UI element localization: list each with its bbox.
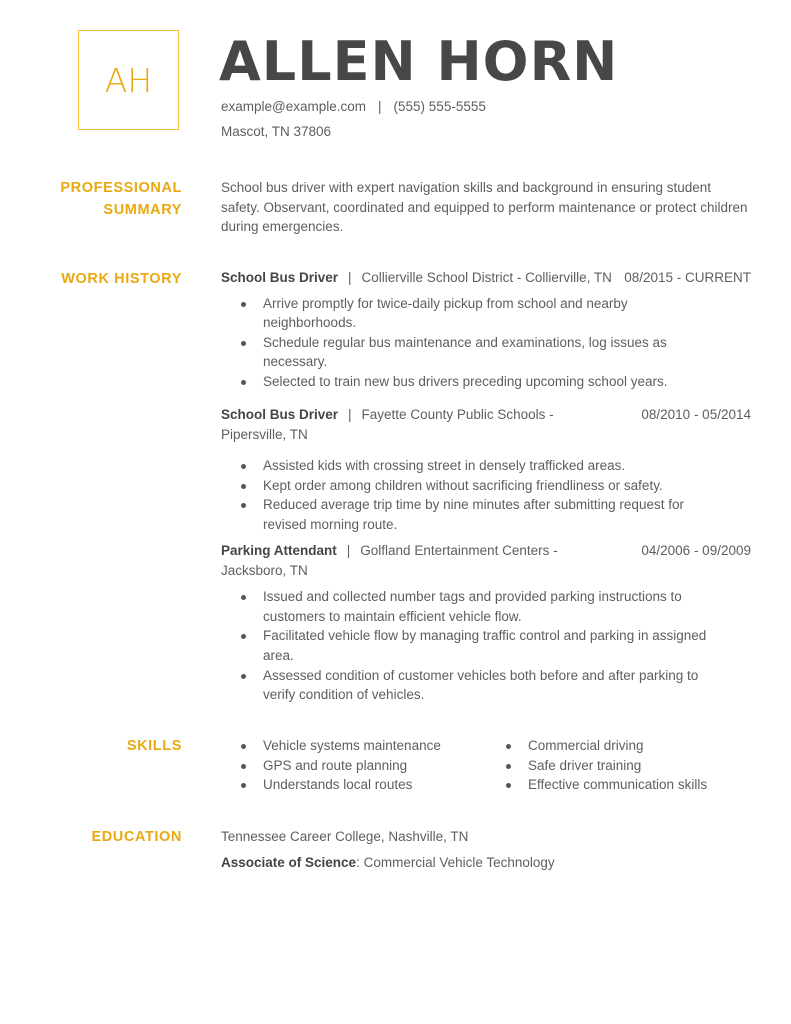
skills-column-2 — [486, 736, 751, 795]
job-header — [221, 405, 751, 444]
skill-item: Vehicle systems maintenance — [221, 736, 486, 756]
job-bullets — [221, 294, 751, 392]
job-employer: Fayette County Public Schools - Pipersville, TN — [221, 407, 554, 442]
section-title-education: EDUCATION — [91, 829, 182, 845]
job-entry — [221, 405, 751, 535]
job-entry — [221, 268, 751, 392]
job-title: School Bus Driver — [221, 270, 339, 285]
job-bullet: Selected to train new bus drivers preceding upcoming school years. — [221, 372, 713, 392]
job-employer: Golfland Entertainment Centers - Jacksboro, TN — [221, 543, 558, 578]
education-degree: Associate of Science — [221, 854, 357, 870]
job-bullets — [221, 456, 751, 534]
skill-item: Effective communication skills — [486, 775, 751, 795]
skill-item: Safe driver training — [486, 756, 751, 776]
job-separator: | — [348, 407, 352, 422]
email: example@example.com — [221, 99, 367, 114]
job-bullet: Assessed condition of customer vehicles both before and after parking to verify condition of vehicles. — [221, 666, 713, 705]
skills-list — [221, 736, 751, 795]
section-title-work-history: WORK HISTORY — [61, 271, 182, 287]
job-bullet: Assisted kids with crossing street in densely trafficked areas. — [221, 456, 713, 476]
job-separator: | — [346, 543, 351, 558]
education-school: Tennessee Career College, Nashville, TN — [221, 829, 469, 844]
contact-separator: | — [378, 99, 382, 114]
job-employer: Collierville School District - Collierville, TN — [361, 270, 612, 285]
job-bullet: Reduced average trip time by nine minutes after submitting request for revised morning route. — [221, 495, 713, 534]
monogram-initials: AH — [104, 60, 153, 100]
skills-column-1 — [221, 736, 486, 795]
job-dates: 08/2015 - CURRENT — [616, 268, 751, 288]
job-header — [221, 541, 751, 580]
job-bullet: Facilitated vehicle flow by managing traffic control and parking in assigned area. — [221, 626, 713, 665]
phone: (555) 555-5555 — [393, 99, 486, 114]
skill-item: GPS and route planning — [221, 756, 486, 776]
summary-title-line2: SUMMARY — [103, 202, 182, 218]
education-field: : Commercial Vehicle Technology — [356, 854, 555, 870]
section-title-summary — [60, 177, 182, 221]
education-entry — [221, 827, 555, 872]
job-dates: 08/2010 - 05/2014 — [633, 405, 751, 425]
candidate-name: ALLEN HORN — [219, 30, 619, 93]
monogram-logo — [78, 30, 179, 130]
job-bullets — [221, 587, 751, 705]
job-title: School Bus Driver — [221, 407, 339, 422]
job-dates: 04/2006 - 09/2009 — [633, 541, 751, 561]
summary-title-line1: PROFESSIONAL — [60, 180, 182, 196]
job-bullet: Kept order among children without sacrificing friendliness or safety. — [221, 476, 713, 496]
job-header — [221, 268, 751, 288]
section-title-skills: SKILLS — [126, 738, 182, 754]
education-degree-line — [221, 853, 555, 873]
job-bullet: Arrive promptly for twice-daily pickup from school and nearby neighborhoods. — [221, 294, 713, 333]
address: Mascot, TN 37806 — [221, 124, 332, 139]
job-entry — [221, 541, 751, 705]
job-separator: | — [348, 270, 352, 285]
summary-text: School bus driver with expert navigation skills and background in ensuring student safety. Observant, coordinated and equipped to perform maintenance or protect children during emergencies. — [221, 180, 748, 235]
job-title: Parking Attendant — [221, 543, 337, 558]
skill-item: Commercial driving — [486, 736, 751, 756]
skill-item: Understands local routes — [221, 775, 486, 795]
job-bullet: Schedule regular bus maintenance and examinations, log issues as necessary. — [221, 333, 713, 372]
job-bullet: Issued and collected number tags and provided parking instructions to customers to maintain efficient vehicle flow. — [221, 587, 713, 626]
contact-line — [221, 99, 486, 114]
